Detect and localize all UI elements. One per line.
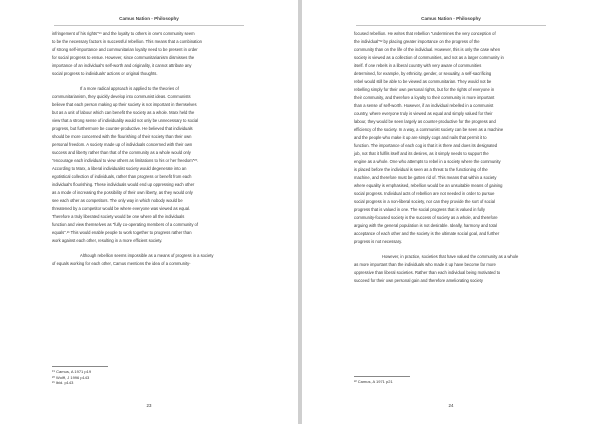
footnote: ¹⁹ Camus, A 1971 p19 [52, 369, 92, 374]
page-number: 23 [146, 403, 152, 408]
page-body [52, 30, 244, 268]
page-number: 24 [448, 403, 454, 408]
left-page [0, 0, 298, 424]
body-paragraph: However, in practice, societies that have valued the community as a whole as more important than the individuals who made it up have become far more oppressive than liberal societies. Rather than each individual being motivated to succeed for their own personal gain and therefore ameliorating society [354, 254, 519, 284]
header-rule [54, 25, 244, 26]
body-paragraph: infringement of his rights"¹⁹ and the loyalty to others in one's community seem to be the necessary factors in successful rebellion. This means that a combination of strong self-importance and communitarian loyalty need to be present in order for social progress to ensue. However, since communitarianism dismisses the importance of an individual's self-worth and originality, it cannot attribute any social progress to individuals' actions or original thoughts. [52, 31, 202, 77]
footnote: ²¹ Ibid. p143 [52, 380, 74, 386]
footnotes [52, 369, 242, 386]
body-paragraph: Although rebellion seems impossible as a means of progress in a society of equals working for each other, Camus mentions the idea of a community- [52, 253, 214, 267]
footnote-rule [354, 376, 410, 377]
page-body [354, 30, 546, 285]
running-header: Camus Nation - Philosophy [421, 16, 481, 21]
body-paragraph: If a more radical approach is applied to the theories of communitarianism, they quickly develop into communist ideas. Communists believe that each person making up their society is not important in themselves but as a unit of labour which can benefit the society as a whole. Marx held the view that a strong sense of individuality would not only be unnecessary to social progress, but furthermore be counter-productive. He believed that individuals should be more concerned with the flourishing of their society than their own personal freedom. A society made up of individuals concerned with their own success and liberty rather than that of the community as a whole would only "encourage each individual to view others as limitations to his or her freedom"²⁰. According to Marx, a liberal individualist society would degenerate into an egotistical collection of individuals, rather than progress or benefit from each individual's flourishing. These individuals would end up oppressing each other as a mode of increasing the possibility of their own liberty, as they would only see each other as competitors. The only way in which nobody would be threatened by a competitor would be where everyone was viewed as equal. Therefore a truly liberated society would be one where all the individuals function and view themselves as "fully co-operating members of a community of equals".²¹ This would enable people to work together to progress rather than work against each other, resulting in a more efficient society. [52, 86, 199, 244]
body-paragraph: focused rebellion. He writes that rebellion "undermines the very conception of the individual"²² by placing greater importance on the progress of the community than on the life of the individual. However, this is only the case when society is viewed as a collection of communities, and not as a larger community in itself. If one rebels in a liberal country with very aware of communities determined, for example, by ethnicity, gender, or sexuality, a self-sacrificing rebel would still be able to be viewed as communitarian. They would not be rebelling simply for their own personal rights, but for the rights of everyone in their community, and therefore a loyalty to their community is more important than a sense of self-worth. However, if an individual rebelled in a communist country, where everyone truly is viewed as equal and simply valued for their labour, they would be seen largely as counter-productive for the progress and efficiency of the society. In a way, a communist society can be seen as a machine and the people who make it up are simply cogs and nails that permit it to function. The importance of each cog is that it is there and does its designated job, not that it fulfils itself and its desires, as it simply needs to support the engine as a whole. One who attempts to rebel in a society where the community is placed before the individual is seen as a threat to the functioning of the machine, and therefore must be gotten rid of. This means that within a society where equality is emphasised, rebellion would be an unsuitable means of gaining social progress. Individual acts of rebellion are not needed in order to pursue social progress in a non-liberal society, nor can they provide the sort of social progress that is valued in one. The social progress that is valued in fully community-focused society is the success of society as a whole, and therefore arguing with the general population is not desirable. Ideally, harmony and total acceptance of each other and the society is the ultimate social goal, and further progress is not necessary. [354, 31, 504, 245]
right-page [302, 0, 600, 424]
footnotes [354, 379, 544, 385]
footnote: ²² Camus, A 1971 p21 [354, 379, 393, 384]
running-header: Camus Nation - Philosophy [119, 16, 179, 21]
footnote: ²⁰ Wolff, J 1996 p143 [52, 374, 90, 380]
footnote-rule [52, 366, 108, 367]
header-rule [356, 25, 546, 26]
